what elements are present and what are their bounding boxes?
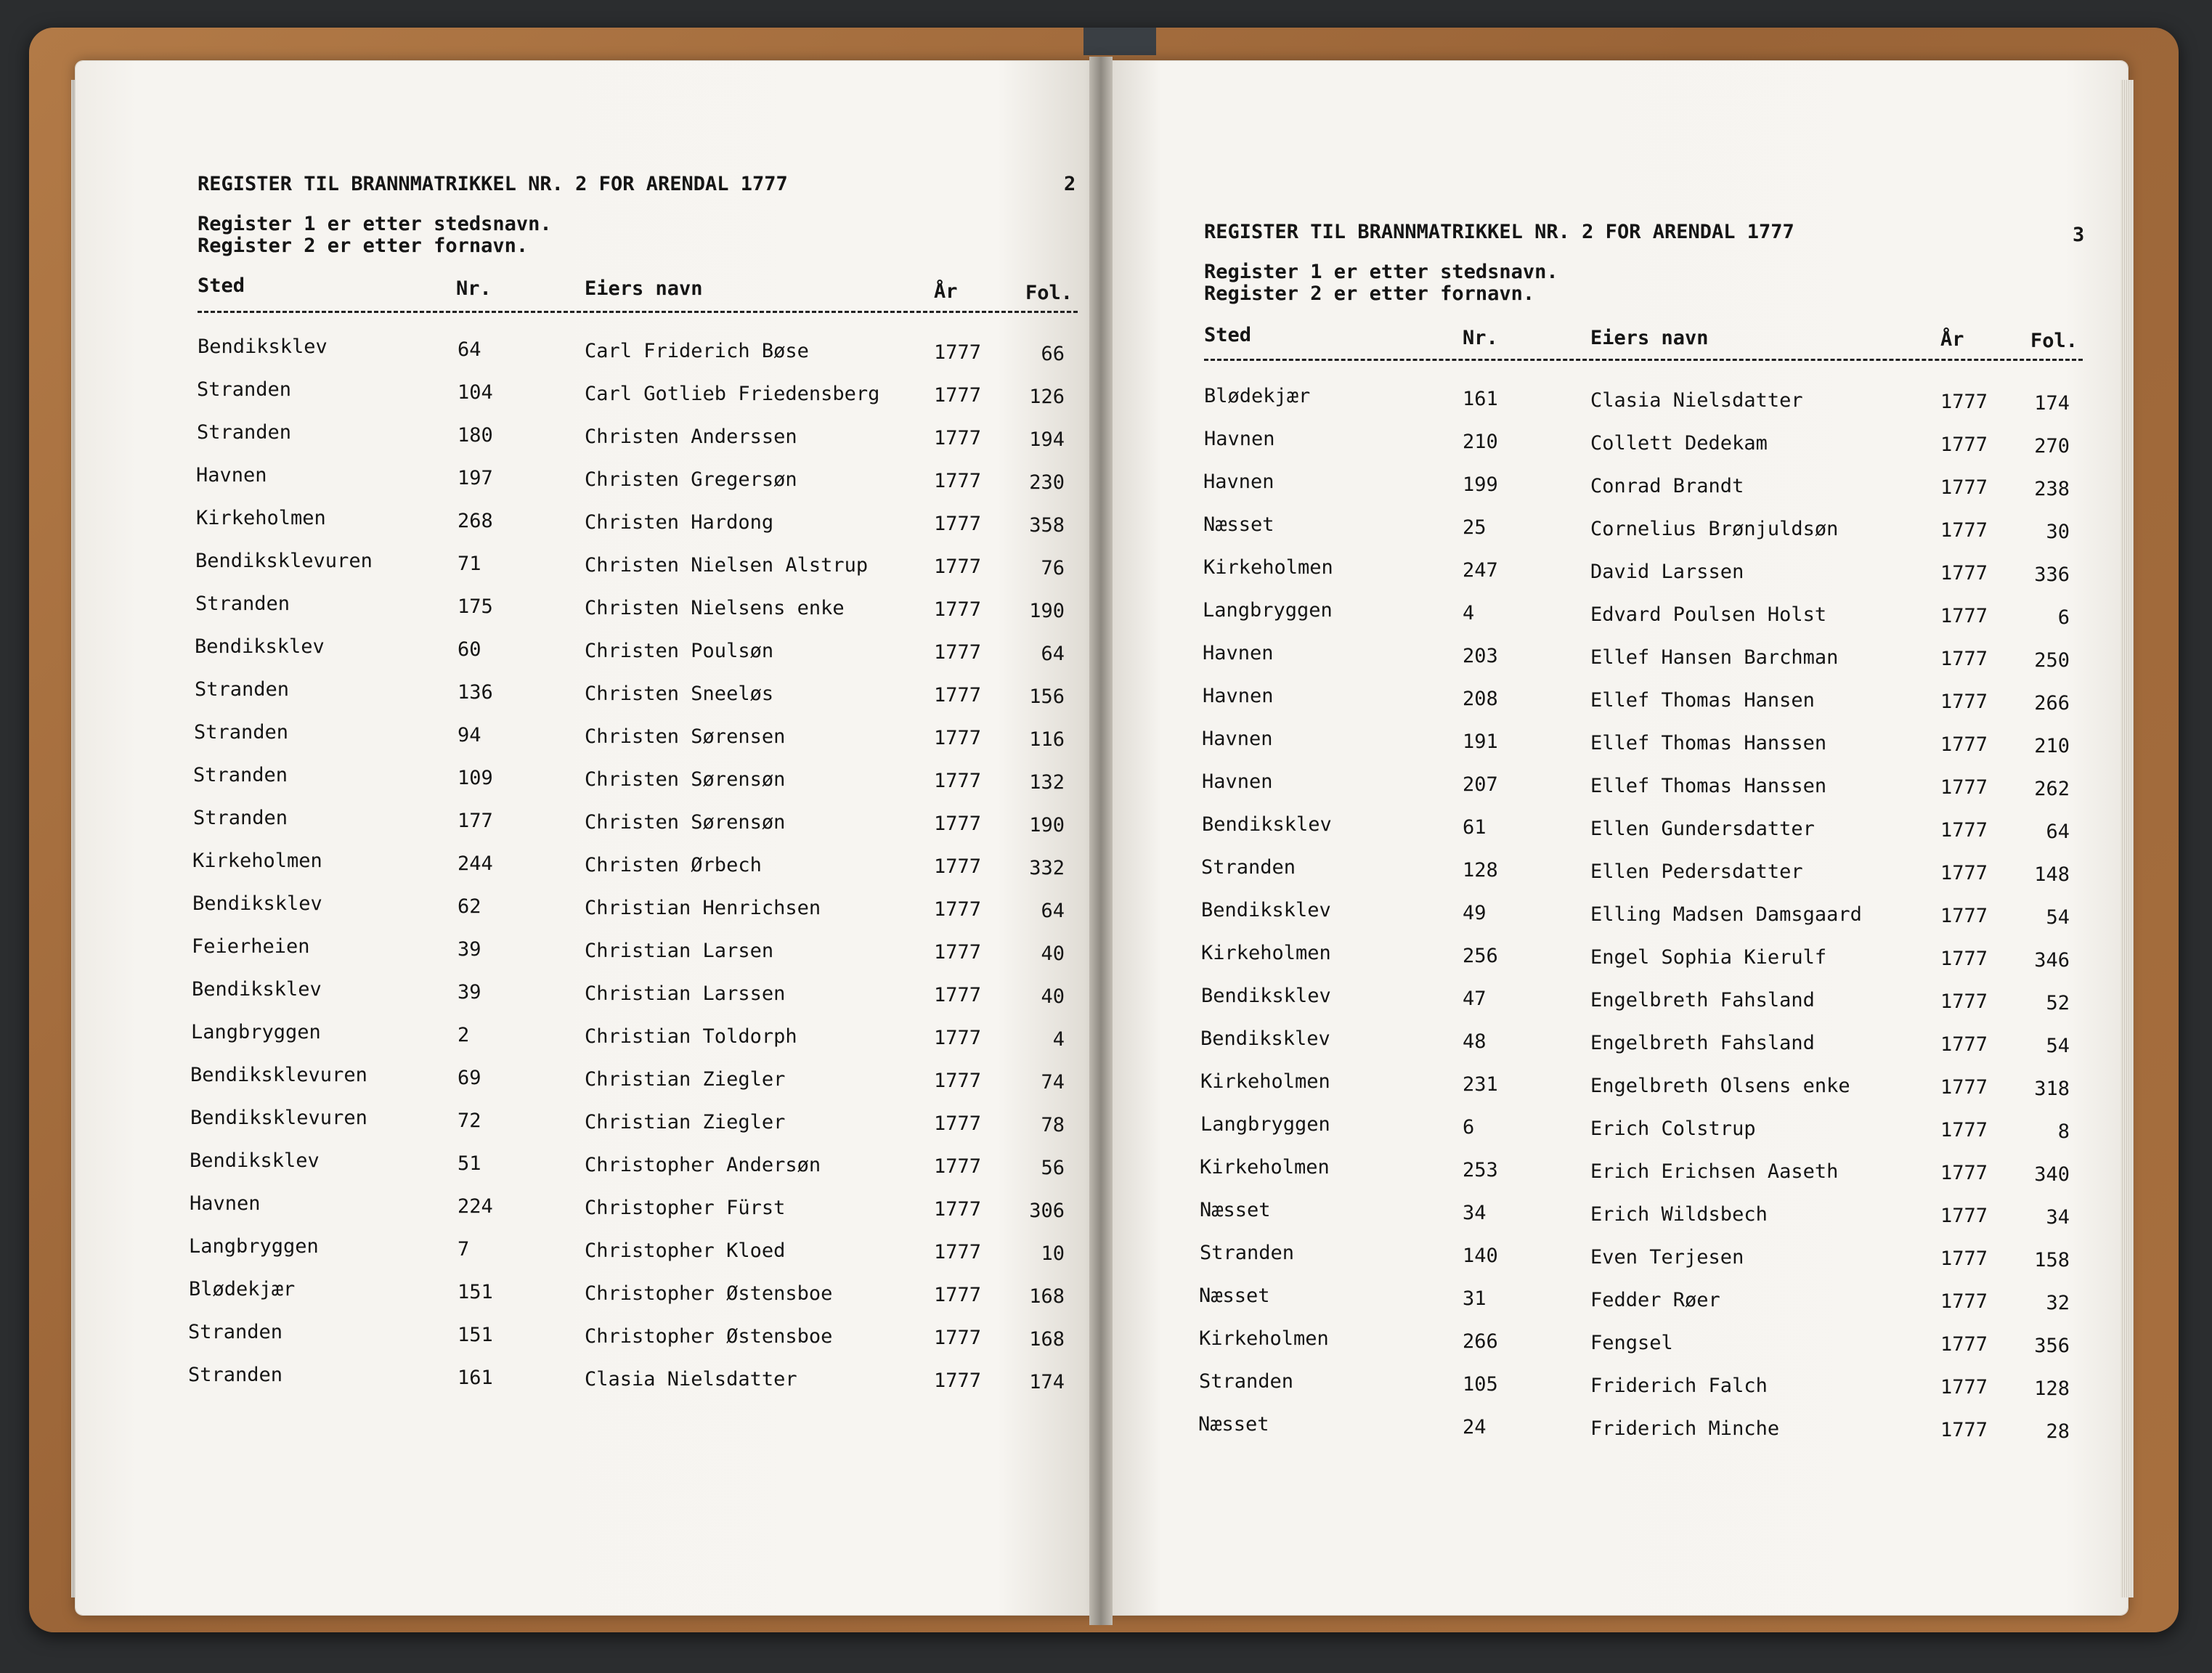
cell-eiers-navn: Christen Ørbech bbox=[585, 854, 762, 876]
cell-nr: 60 bbox=[458, 638, 481, 661]
cell-eiers-navn: Christen Nielsens enke bbox=[585, 597, 845, 619]
cell-eiers-navn: Ellef Hansen Barchman bbox=[1590, 646, 1839, 669]
cell-fol: 54 bbox=[2046, 906, 2070, 929]
cell-nr: 49 bbox=[1463, 902, 1487, 924]
cell-nr: 105 bbox=[1463, 1373, 1498, 1396]
cell-nr: 224 bbox=[458, 1195, 493, 1218]
cell-nr: 47 bbox=[1463, 988, 1487, 1010]
cell-aar: 1777 bbox=[1940, 905, 1988, 927]
page-title: REGISTER TIL BRANNMATRIKKEL NR. 2 FOR ARENDAL 1777 bbox=[1204, 221, 1794, 243]
cell-eiers-navn: Clasia Nielsdatter bbox=[1590, 389, 1803, 412]
cell-eiers-navn: Engel Sophia Kierulf bbox=[1590, 946, 1827, 969]
cell-eiers-navn: Erich Wildsbech bbox=[1590, 1203, 1768, 1226]
cell-eiers-navn: Christen Nielsen Alstrup bbox=[585, 554, 869, 577]
cell-aar: 1777 bbox=[1940, 391, 1988, 413]
cell-aar: 1777 bbox=[1940, 1205, 1988, 1227]
cell-nr: 109 bbox=[458, 767, 493, 789]
cell-fol: 148 bbox=[2034, 863, 2070, 886]
cell-aar: 1777 bbox=[1940, 1119, 1988, 1141]
column-header-fol: Fol. bbox=[2030, 330, 2078, 352]
cell-nr: 48 bbox=[1463, 1030, 1487, 1053]
cell-eiers-navn: Erich Erichsen Aaseth bbox=[1590, 1160, 1839, 1183]
cell-nr: 197 bbox=[458, 467, 493, 489]
cell-sted: Kirkeholmen bbox=[1199, 1327, 1329, 1350]
cell-aar: 1777 bbox=[1940, 819, 1988, 842]
cell-aar: 1777 bbox=[934, 470, 982, 492]
cell-aar: 1777 bbox=[934, 427, 982, 449]
cell-eiers-navn: Friderich Minche bbox=[1590, 1417, 1780, 1440]
subtitle-line-2: Register 2 er etter fornavn. bbox=[1204, 282, 1535, 305]
cell-nr: 4 bbox=[1463, 602, 1475, 624]
cell-sted: Kirkeholmen bbox=[1200, 1070, 1330, 1093]
cell-nr: 62 bbox=[458, 895, 481, 918]
cell-sted: Bendiksklevuren bbox=[190, 1107, 367, 1129]
cell-aar: 1777 bbox=[934, 598, 982, 621]
cell-fol: 54 bbox=[2046, 1035, 2070, 1057]
cell-sted: Havnen bbox=[1202, 770, 1273, 793]
cell-eiers-navn: Christen Poulsøn bbox=[585, 640, 774, 662]
column-header-nr: Nr. bbox=[1463, 327, 1498, 349]
cell-aar: 1777 bbox=[1940, 519, 1988, 542]
cell-sted: Langbryggen bbox=[1203, 599, 1333, 622]
cell-sted: Stranden bbox=[188, 1364, 283, 1386]
cell-aar: 1777 bbox=[934, 1198, 982, 1221]
page-number: 2 bbox=[1064, 173, 1076, 195]
cell-fol: 190 bbox=[1029, 814, 1065, 836]
cell-eiers-navn: Edvard Poulsen Holst bbox=[1590, 603, 1827, 626]
cell-nr: 39 bbox=[458, 981, 481, 1004]
cell-nr: 253 bbox=[1463, 1159, 1498, 1181]
cell-fol: 174 bbox=[2034, 392, 2070, 415]
cell-sted: Næsset bbox=[1203, 513, 1274, 536]
cell-sted: Havnen bbox=[1202, 728, 1273, 750]
cell-nr: 268 bbox=[458, 510, 493, 532]
cell-eiers-navn: Carl Friderich Bøse bbox=[585, 340, 809, 362]
cell-eiers-navn: Cornelius Brønjuldsøn bbox=[1590, 518, 1839, 540]
cell-nr: 151 bbox=[458, 1281, 493, 1303]
cell-sted: Kirkeholmen bbox=[1200, 1156, 1330, 1179]
cell-nr: 25 bbox=[1463, 516, 1487, 539]
cell-nr: 94 bbox=[458, 724, 481, 746]
cell-sted: Stranden bbox=[194, 721, 289, 744]
cell-eiers-navn: Friderich Falch bbox=[1590, 1375, 1768, 1397]
cell-eiers-navn: Even Terjesen bbox=[1590, 1246, 1744, 1269]
cell-eiers-navn: Christian Ziegler bbox=[585, 1068, 786, 1091]
cell-eiers-navn: Christian Larssen bbox=[585, 982, 786, 1005]
cell-sted: Stranden bbox=[193, 807, 288, 829]
column-header-eiers-navn: Eiers navn bbox=[585, 277, 703, 300]
cell-aar: 1777 bbox=[934, 727, 982, 749]
cell-nr: 177 bbox=[458, 810, 493, 832]
cell-aar: 1777 bbox=[934, 898, 982, 921]
cell-sted: Stranden bbox=[1200, 1242, 1295, 1264]
cell-fol: 168 bbox=[1029, 1285, 1065, 1308]
cell-nr: 51 bbox=[458, 1152, 481, 1175]
cell-fol: 346 bbox=[2034, 949, 2070, 972]
cell-sted: Stranden bbox=[197, 421, 292, 444]
cell-eiers-navn: Christen Hardong bbox=[585, 511, 774, 534]
cell-fol: 332 bbox=[1029, 857, 1065, 879]
cell-eiers-navn: Christopher Østensboe bbox=[585, 1325, 833, 1348]
cell-fol: 64 bbox=[2046, 821, 2070, 843]
cell-sted: Næsset bbox=[1198, 1413, 1269, 1436]
cell-fol: 238 bbox=[2034, 478, 2070, 500]
cell-nr: 208 bbox=[1463, 688, 1498, 710]
cell-sted: Stranden bbox=[197, 378, 292, 401]
cell-fol: 116 bbox=[1029, 728, 1065, 751]
cell-sted: Stranden bbox=[193, 764, 288, 786]
page-number: 3 bbox=[2073, 224, 2085, 246]
cell-eiers-navn: Christian Toldorph bbox=[585, 1025, 797, 1048]
cell-eiers-navn: Christen Gregersøn bbox=[585, 468, 797, 491]
cell-fol: 356 bbox=[2034, 1335, 2070, 1357]
cell-eiers-navn: Engelbreth Fahsland bbox=[1590, 989, 1815, 1011]
cell-sted: Bendiksklev bbox=[1201, 985, 1331, 1007]
cell-aar: 1777 bbox=[934, 813, 982, 835]
cell-aar: 1777 bbox=[1940, 562, 1988, 585]
column-header-aar: År bbox=[1940, 328, 1964, 351]
cell-fol: 174 bbox=[1029, 1371, 1065, 1393]
cell-nr: 191 bbox=[1463, 730, 1498, 753]
cell-aar: 1777 bbox=[1940, 1247, 1988, 1270]
cell-fol: 4 bbox=[1052, 1028, 1065, 1051]
cell-fol: 40 bbox=[1041, 943, 1065, 965]
cell-fol: 8 bbox=[2057, 1120, 2070, 1143]
cell-eiers-navn: Christopher Fürst bbox=[585, 1197, 786, 1219]
cell-nr: 266 bbox=[1463, 1330, 1498, 1353]
cell-nr: 2 bbox=[458, 1024, 470, 1046]
cell-fol: 32 bbox=[2046, 1292, 2070, 1314]
cell-nr: 69 bbox=[458, 1067, 481, 1089]
cell-fol: 132 bbox=[1029, 771, 1065, 794]
cell-nr: 6 bbox=[1463, 1116, 1475, 1139]
cell-aar: 1777 bbox=[934, 855, 982, 878]
cell-eiers-navn: Engelbreth Olsens enke bbox=[1590, 1075, 1850, 1097]
cell-eiers-navn: Christen Sneeløs bbox=[585, 683, 774, 705]
subtitle-line-1: Register 1 er etter stedsnavn. bbox=[198, 213, 552, 235]
cell-sted: Stranden bbox=[188, 1321, 283, 1343]
cell-sted: Bendiksklevuren bbox=[190, 1064, 367, 1086]
cell-nr: 207 bbox=[1463, 773, 1498, 796]
cell-eiers-navn: Fengsel bbox=[1590, 1332, 1673, 1354]
cell-nr: 231 bbox=[1463, 1073, 1498, 1096]
cell-sted: Havnen bbox=[1203, 685, 1274, 707]
cell-sted: Stranden bbox=[195, 678, 290, 701]
cell-aar: 1777 bbox=[1940, 776, 1988, 799]
cell-nr: 140 bbox=[1463, 1245, 1498, 1267]
cell-fol: 318 bbox=[2034, 1078, 2070, 1100]
cell-sted: Næsset bbox=[1200, 1199, 1271, 1221]
cell-sted: Langbryggen bbox=[189, 1235, 319, 1258]
column-header-sted: Sted bbox=[1204, 324, 1252, 346]
cell-fol: 358 bbox=[1029, 514, 1065, 537]
cell-fol: 64 bbox=[1041, 900, 1065, 922]
cell-eiers-navn: Christopher Østensboe bbox=[585, 1282, 833, 1305]
cell-aar: 1777 bbox=[1940, 1290, 1988, 1313]
cell-eiers-navn: Christen Anderssen bbox=[585, 426, 797, 448]
cell-eiers-navn: Elling Madsen Damsgaard bbox=[1590, 903, 1862, 926]
cell-nr: 128 bbox=[1463, 859, 1498, 882]
cell-aar: 1777 bbox=[1940, 862, 1988, 884]
column-header-sted: Sted bbox=[198, 274, 245, 297]
cell-nr: 151 bbox=[458, 1324, 493, 1346]
cell-fol: 78 bbox=[1041, 1114, 1065, 1136]
cell-sted: Havnen bbox=[190, 1192, 261, 1215]
cell-eiers-navn: Christian Henrichsen bbox=[585, 897, 821, 919]
cell-fol: 76 bbox=[1041, 557, 1065, 579]
cell-aar: 1777 bbox=[1940, 433, 1988, 456]
cell-eiers-navn: Christen Sørensøn bbox=[585, 811, 786, 834]
cell-fol: 190 bbox=[1029, 600, 1065, 622]
cell-sted: Bendiksklev bbox=[192, 892, 322, 915]
cell-fol: 56 bbox=[1041, 1157, 1065, 1179]
cell-aar: 1777 bbox=[934, 513, 982, 535]
cell-fol: 74 bbox=[1041, 1071, 1065, 1094]
cell-aar: 1777 bbox=[934, 1284, 982, 1306]
cell-fol: 52 bbox=[2046, 992, 2070, 1014]
cell-fol: 128 bbox=[2034, 1377, 2070, 1400]
cell-eiers-navn: Collett Dedekam bbox=[1590, 432, 1768, 455]
cell-fol: 194 bbox=[1029, 428, 1065, 451]
cell-sted: Bendiksklev bbox=[1202, 813, 1332, 836]
cell-fol: 40 bbox=[1041, 985, 1065, 1008]
cell-aar: 1777 bbox=[1940, 948, 1988, 970]
cell-fol: 266 bbox=[2034, 692, 2070, 715]
cell-aar: 1777 bbox=[934, 384, 982, 407]
subtitle-line-1: Register 1 er etter stedsnavn. bbox=[1204, 261, 1558, 283]
right-page-edge bbox=[2120, 80, 2134, 1597]
cell-eiers-navn: Engelbreth Fahsland bbox=[1590, 1032, 1815, 1054]
cell-nr: 161 bbox=[458, 1367, 493, 1389]
cell-aar: 1777 bbox=[1940, 1333, 1988, 1356]
subtitle-line-2: Register 2 er etter fornavn. bbox=[198, 235, 529, 257]
cell-eiers-navn: Carl Gotlieb Friedensberg bbox=[585, 383, 880, 405]
cell-eiers-navn: Christen Sørensøn bbox=[585, 768, 786, 791]
cell-aar: 1777 bbox=[934, 1369, 982, 1392]
cell-nr: 7 bbox=[458, 1238, 470, 1261]
cell-aar: 1777 bbox=[934, 1155, 982, 1178]
cell-eiers-navn: Clasia Nielsdatter bbox=[585, 1368, 797, 1391]
cell-sted: Kirkeholmen bbox=[192, 850, 322, 872]
cell-aar: 1777 bbox=[934, 684, 982, 707]
cell-nr: 175 bbox=[458, 595, 493, 618]
cell-fol: 10 bbox=[1041, 1242, 1065, 1265]
cell-sted: Stranden bbox=[195, 593, 290, 615]
cell-aar: 1777 bbox=[1940, 990, 1988, 1013]
column-header-fol: Fol. bbox=[1025, 282, 1073, 304]
cell-nr: 64 bbox=[458, 338, 481, 361]
cell-sted: Bendiksklev bbox=[190, 1149, 320, 1172]
cell-eiers-navn: Ellef Thomas Hanssen bbox=[1590, 732, 1827, 754]
cell-eiers-navn: Erich Colstrup bbox=[1590, 1118, 1756, 1140]
cell-nr: 136 bbox=[458, 681, 493, 704]
cell-aar: 1777 bbox=[1940, 476, 1988, 499]
cell-sted: Havnen bbox=[1203, 642, 1274, 664]
cell-eiers-navn: Fedder Røer bbox=[1590, 1289, 1720, 1311]
cell-eiers-navn: Christopher Kloed bbox=[585, 1240, 786, 1262]
cell-nr: 256 bbox=[1463, 945, 1498, 967]
header-rule bbox=[198, 311, 1078, 313]
cell-nr: 161 bbox=[1463, 388, 1498, 410]
cell-nr: 180 bbox=[458, 424, 493, 447]
cell-fol: 168 bbox=[1029, 1328, 1065, 1351]
cell-nr: 34 bbox=[1463, 1202, 1487, 1224]
cell-fol: 270 bbox=[2034, 435, 2070, 457]
cell-fol: 210 bbox=[2034, 735, 2070, 757]
cell-fol: 64 bbox=[1041, 643, 1065, 665]
cell-fol: 28 bbox=[2046, 1420, 2070, 1443]
cell-aar: 1777 bbox=[1940, 1419, 1988, 1441]
cell-aar: 1777 bbox=[1940, 733, 1988, 756]
column-header-aar: År bbox=[934, 280, 958, 303]
cell-aar: 1777 bbox=[1940, 691, 1988, 713]
cell-aar: 1777 bbox=[934, 1070, 982, 1092]
cell-eiers-navn: Christopher Andersøn bbox=[585, 1154, 821, 1176]
cell-sted: Bendiksklevuren bbox=[195, 550, 373, 572]
cell-aar: 1777 bbox=[934, 1112, 982, 1135]
cell-fol: 262 bbox=[2034, 778, 2070, 800]
cell-fol: 30 bbox=[2046, 521, 2070, 543]
cell-nr: 210 bbox=[1463, 431, 1498, 453]
cell-sted: Feierheien bbox=[192, 935, 310, 958]
column-header-nr: Nr. bbox=[456, 277, 492, 300]
cell-nr: 104 bbox=[458, 381, 493, 404]
header-rule bbox=[1204, 359, 2083, 361]
cell-eiers-navn: Ellen Pedersdatter bbox=[1590, 860, 1803, 883]
cell-eiers-navn: Christian Larsen bbox=[585, 940, 774, 962]
cell-aar: 1777 bbox=[934, 1327, 982, 1349]
cell-sted: Næsset bbox=[1199, 1285, 1270, 1307]
cell-sted: Stranden bbox=[1199, 1370, 1294, 1393]
page-title: REGISTER TIL BRANNMATRIKKEL NR. 2 FOR ARENDAL 1777 bbox=[198, 173, 788, 195]
cell-eiers-navn: Christen Sørensen bbox=[585, 725, 786, 748]
cell-sted: Bendiksklev bbox=[1200, 1027, 1330, 1050]
cell-aar: 1777 bbox=[934, 1027, 982, 1049]
cell-nr: 61 bbox=[1463, 816, 1487, 839]
cell-sted: Bendiksklev bbox=[1201, 899, 1331, 921]
cell-fol: 34 bbox=[2046, 1206, 2070, 1229]
cell-fol: 126 bbox=[1029, 386, 1065, 408]
column-header-eiers-navn: Eiers navn bbox=[1590, 327, 1709, 349]
cell-aar: 1777 bbox=[1940, 1162, 1988, 1184]
cell-aar: 1777 bbox=[934, 555, 982, 578]
cell-eiers-navn: Ellef Thomas Hanssen bbox=[1590, 775, 1827, 797]
cell-fol: 156 bbox=[1029, 685, 1065, 708]
cell-fol: 230 bbox=[1029, 471, 1065, 494]
cell-sted: Kirkeholmen bbox=[1203, 556, 1333, 579]
cell-aar: 1777 bbox=[934, 341, 982, 364]
cell-nr: 203 bbox=[1463, 645, 1498, 667]
cell-fol: 6 bbox=[2057, 606, 2070, 629]
cell-sted: Kirkeholmen bbox=[196, 507, 326, 529]
cell-nr: 39 bbox=[458, 938, 481, 961]
cell-fol: 336 bbox=[2034, 563, 2070, 586]
cell-sted: Havnen bbox=[196, 464, 267, 487]
cell-aar: 1777 bbox=[934, 641, 982, 664]
cell-eiers-navn: Ellen Gundersdatter bbox=[1590, 818, 1815, 840]
cell-eiers-navn: David Larssen bbox=[1590, 561, 1744, 583]
cell-aar: 1777 bbox=[934, 984, 982, 1006]
cell-aar: 1777 bbox=[934, 770, 982, 792]
cell-eiers-navn: Christian Ziegler bbox=[585, 1111, 786, 1133]
cell-sted: Langbryggen bbox=[1200, 1113, 1330, 1136]
cell-nr: 199 bbox=[1463, 473, 1498, 496]
cell-nr: 24 bbox=[1463, 1416, 1487, 1438]
cell-sted: Bendiksklev bbox=[198, 335, 328, 358]
cell-aar: 1777 bbox=[1940, 1033, 1988, 1056]
cell-fol: 306 bbox=[1029, 1200, 1065, 1222]
cell-aar: 1777 bbox=[1940, 1376, 1988, 1399]
cell-sted: Blødekjær bbox=[1204, 385, 1311, 407]
cell-sted: Bendiksklev bbox=[192, 978, 322, 1001]
cell-sted: Bendiksklev bbox=[195, 635, 325, 658]
cell-sted: Kirkeholmen bbox=[1201, 942, 1331, 964]
cell-nr: 71 bbox=[458, 553, 481, 575]
cell-sted: Blødekjær bbox=[189, 1278, 296, 1300]
cell-fol: 250 bbox=[2034, 649, 2070, 672]
cell-aar: 1777 bbox=[1940, 1076, 1988, 1099]
cell-eiers-navn: Conrad Brandt bbox=[1590, 475, 1744, 497]
cell-nr: 244 bbox=[458, 852, 493, 875]
cell-fol: 340 bbox=[2034, 1163, 2070, 1186]
cell-sted: Stranden bbox=[1201, 856, 1296, 879]
book-gutter bbox=[1089, 57, 1113, 1625]
cell-aar: 1777 bbox=[1940, 605, 1988, 627]
cell-eiers-navn: Ellef Thomas Hansen bbox=[1590, 689, 1815, 712]
cell-aar: 1777 bbox=[934, 1241, 982, 1263]
cell-fol: 66 bbox=[1041, 343, 1065, 365]
cell-aar: 1777 bbox=[934, 941, 982, 964]
cell-nr: 31 bbox=[1463, 1287, 1487, 1310]
cell-nr: 247 bbox=[1463, 559, 1498, 582]
cell-aar: 1777 bbox=[1940, 648, 1988, 670]
cell-fol: 158 bbox=[2034, 1249, 2070, 1271]
cell-sted: Havnen bbox=[1204, 428, 1275, 450]
cell-sted: Havnen bbox=[1203, 471, 1274, 493]
cell-nr: 72 bbox=[458, 1110, 481, 1132]
cell-sted: Langbryggen bbox=[191, 1021, 321, 1043]
